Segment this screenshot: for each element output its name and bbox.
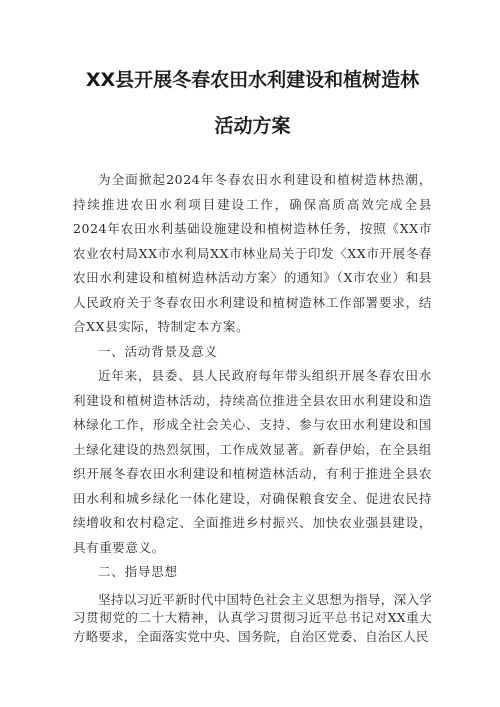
- document-body: [73, 168, 432, 646]
- section2-heading: 二、指导思想: [98, 564, 178, 579]
- document-title-line1: XX县开展冬春农田水利建设和植树造林: [85, 69, 420, 91]
- intro-paragraph: 为全面掀起2024年冬春农田水利建设和植树造林热潮，持续推进农田水利项目建设工作，确保高质高效完成全县2024年农田水利基础设施建设和植树造林任务，按照《XX市农业农村局XX市水利局XX市林业局关于印发〈XX市开展冬春农田水利建设和植树造林活动方案〉的通知》（X市农业）和县人民政府关于冬春农田水利建设和植树造林工作部署要求，结合XX县实际，特制定本方案。: [73, 172, 432, 334]
- section1-heading: 一、活动背景及意义: [98, 343, 218, 359]
- section1-paragraph: 近年来，县委、县人民政府每年带头组织开展冬春农田水利建设和植树造林活动，持续高位推进全县农田水利建设和造林绿化工作，形成全社会关心、支持、参与农田水利建设和国土绿化建设的热烈氛围，工作成效显著。新春伊始，在全县组织开展冬春农田水利建设和植树造林活动，有利于推进全县农田水利和城乡绿化一体化建设，对确保粮食安全、促进农民持续增收和农村稳定、全面推进乡村振兴、加快农业强县建设，具有重要意义。: [73, 368, 432, 555]
- section2-paragraph: 坚持以习近平新时代中国特色社会主义思想为指导，深入学习贯彻党的二十大精神，认真学习贯彻习近平总书记对XX重大方略要求，全面落实党中央、国务院，自治区党委、自治区人民: [73, 591, 432, 644]
- document-title-line2: 活动方案: [214, 115, 291, 137]
